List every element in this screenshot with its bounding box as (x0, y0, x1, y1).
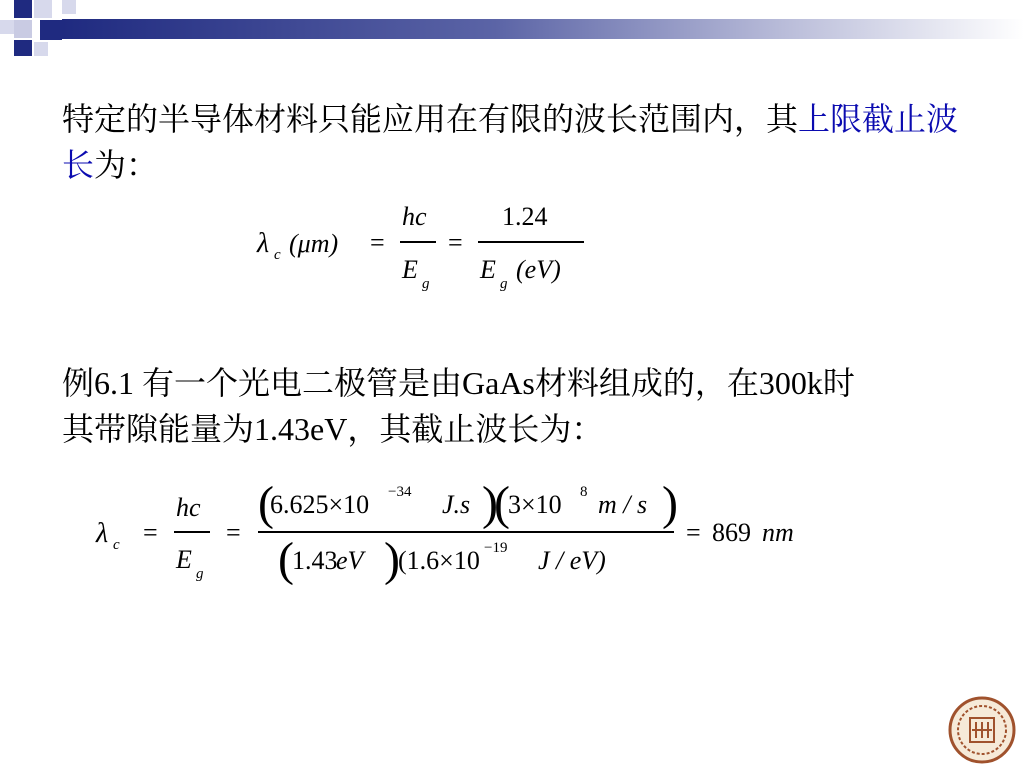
lambda-unit: (μm) (289, 229, 339, 258)
lambda-symbol: λ (257, 228, 270, 259)
equals-3: = (686, 518, 701, 547)
conversion-exponent: −19 (484, 540, 508, 556)
light-speed-unit: m / s (598, 490, 648, 519)
paren-open: ( (494, 477, 510, 530)
denominator-e-subscript: g (500, 276, 508, 292)
planck-unit: J.s (442, 490, 471, 519)
example-line-1: 例6.1 有一个光电二极管是由GaAs材料组成的，在300k时 (62, 365, 855, 401)
result-unit: nm (762, 518, 794, 547)
numerator-hc: hc (176, 493, 201, 522)
lambda-symbol: λ (96, 518, 109, 549)
intro-text: 特定的半导体材料只能应用在有限的波长范围内，其 (62, 101, 799, 137)
equals-2: = (448, 228, 463, 257)
example-line-2: 其带隙能量为1.43eV，其截止波长为： (62, 411, 604, 447)
denominator-e-subscript: g (196, 566, 204, 582)
fraction-bar (174, 531, 210, 533)
equals-1: = (370, 228, 385, 257)
denominator-conversion: (1.6×10 (398, 546, 480, 575)
planck-exponent: −34 (388, 484, 412, 500)
denominator-unit: (eV) (516, 255, 561, 284)
intro-suffix: 为： (94, 147, 159, 183)
university-seal-icon (948, 696, 1016, 764)
equals-1: = (143, 518, 158, 547)
numerator-hc: hc (402, 202, 427, 231)
numerator-planck: 6.625×10 (270, 490, 370, 519)
fraction-bar (258, 531, 674, 533)
lambda-subscript: c (113, 537, 120, 553)
numerator-light-speed: 3×10 (508, 490, 562, 519)
intro-highlight: 上限截止波长 (62, 101, 959, 183)
numerator-value: 1.24 (502, 202, 548, 231)
paren-open: ( (258, 477, 274, 530)
denominator-e: E (480, 255, 496, 284)
paren-close: ) (384, 533, 400, 586)
equals-2: = (226, 518, 241, 547)
conversion-unit: J / eV) (538, 546, 606, 575)
lambda-subscript: c (274, 247, 281, 263)
paren-close: ) (662, 477, 678, 530)
paren-close: ) (482, 477, 498, 530)
denominator-energy: 1.43 (292, 546, 338, 575)
paren-open: ( (278, 533, 294, 586)
denominator-e: E (402, 255, 418, 284)
denominator-e: E (176, 545, 192, 574)
result-value: 869 (712, 518, 751, 547)
light-speed-exponent: 8 (580, 484, 588, 500)
energy-unit: eV (336, 546, 364, 575)
denominator-e-subscript: g (422, 276, 430, 292)
